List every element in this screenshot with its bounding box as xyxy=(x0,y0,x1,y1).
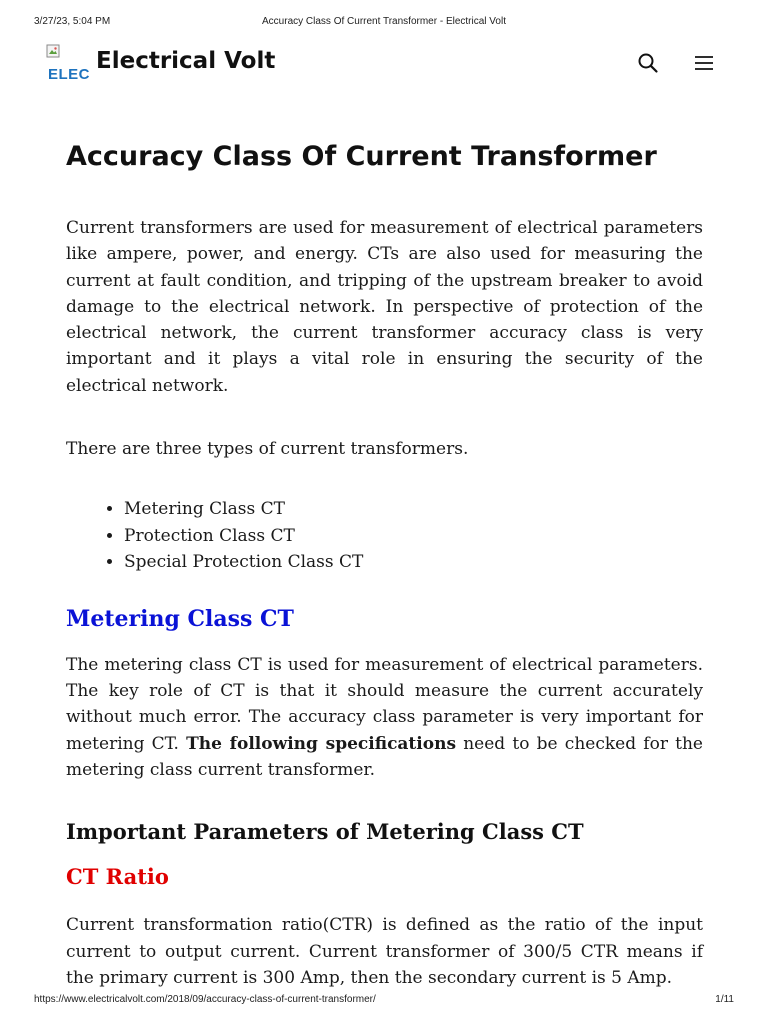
print-url: https://www.electricalvolt.com/2018/09/accuracy-class-of-current-transformer/ xyxy=(34,994,376,1005)
list-item: • Protection Class CT xyxy=(124,523,703,550)
print-page-title: Accuracy Class Of Current Transformer - Electrical Volt xyxy=(262,16,506,27)
metering-text-bold: The following specifications xyxy=(186,733,457,754)
print-footer xyxy=(34,994,734,1008)
intro-paragraph: Current transformers are used for measurement of electrical parameters like ampere, power, and energy. CTs are also used for measuring the current at fault condition, and tripping of the upstream breaker to avoid damage to the electrical network. In perspective of protection of the electrical network, the current transformer accuracy class is very important and it plays a vital role in ensuring the security of the electrical network. xyxy=(66,218,703,396)
list-item: • Special Protection Class CT xyxy=(124,549,703,576)
site-header xyxy=(0,40,768,92)
logo-alt-text: ELEC xyxy=(48,66,91,83)
article-content xyxy=(66,128,703,991)
types-intro-paragraph: There are three types of current transformers. xyxy=(66,439,469,460)
page-number: 1/11 xyxy=(715,994,734,1005)
site-title[interactable]: Electrical Volt xyxy=(96,48,276,74)
ct-ratio-heading: CT Ratio xyxy=(66,864,169,890)
ct-types-list xyxy=(66,496,703,576)
metering-paragraph xyxy=(66,652,703,783)
article-title: Accuracy Class Of Current Transformer xyxy=(66,141,657,172)
list-item: • Metering Class CT xyxy=(124,496,703,523)
ct-ratio-paragraph: Current transformation ratio(CTR) is defined as the ratio of the input current to output current. Current transformer of 300/5 CTR means if the primary current is 300 Amp, then the secondary current is 5 Amp. xyxy=(66,915,703,988)
search-icon[interactable] xyxy=(637,52,659,74)
params-heading: Important Parameters of Metering Class CT xyxy=(66,819,584,845)
site-logo-link[interactable] xyxy=(46,44,91,88)
print-datetime: 3/27/23, 5:04 PM xyxy=(34,16,111,27)
print-header xyxy=(34,16,734,30)
broken-image-icon xyxy=(46,44,60,58)
metering-text-start: The metering class CT is used for measurement of electrical parameters. The key role of CT is that it should measure the current accurately without much error. The accuracy class parameter is very important for metering CT. xyxy=(66,654,703,754)
menu-icon[interactable] xyxy=(693,52,715,74)
metering-text-end: need to be checked for the metering class current transformer. xyxy=(66,733,703,781)
metering-class-heading: Metering Class CT xyxy=(66,605,294,632)
